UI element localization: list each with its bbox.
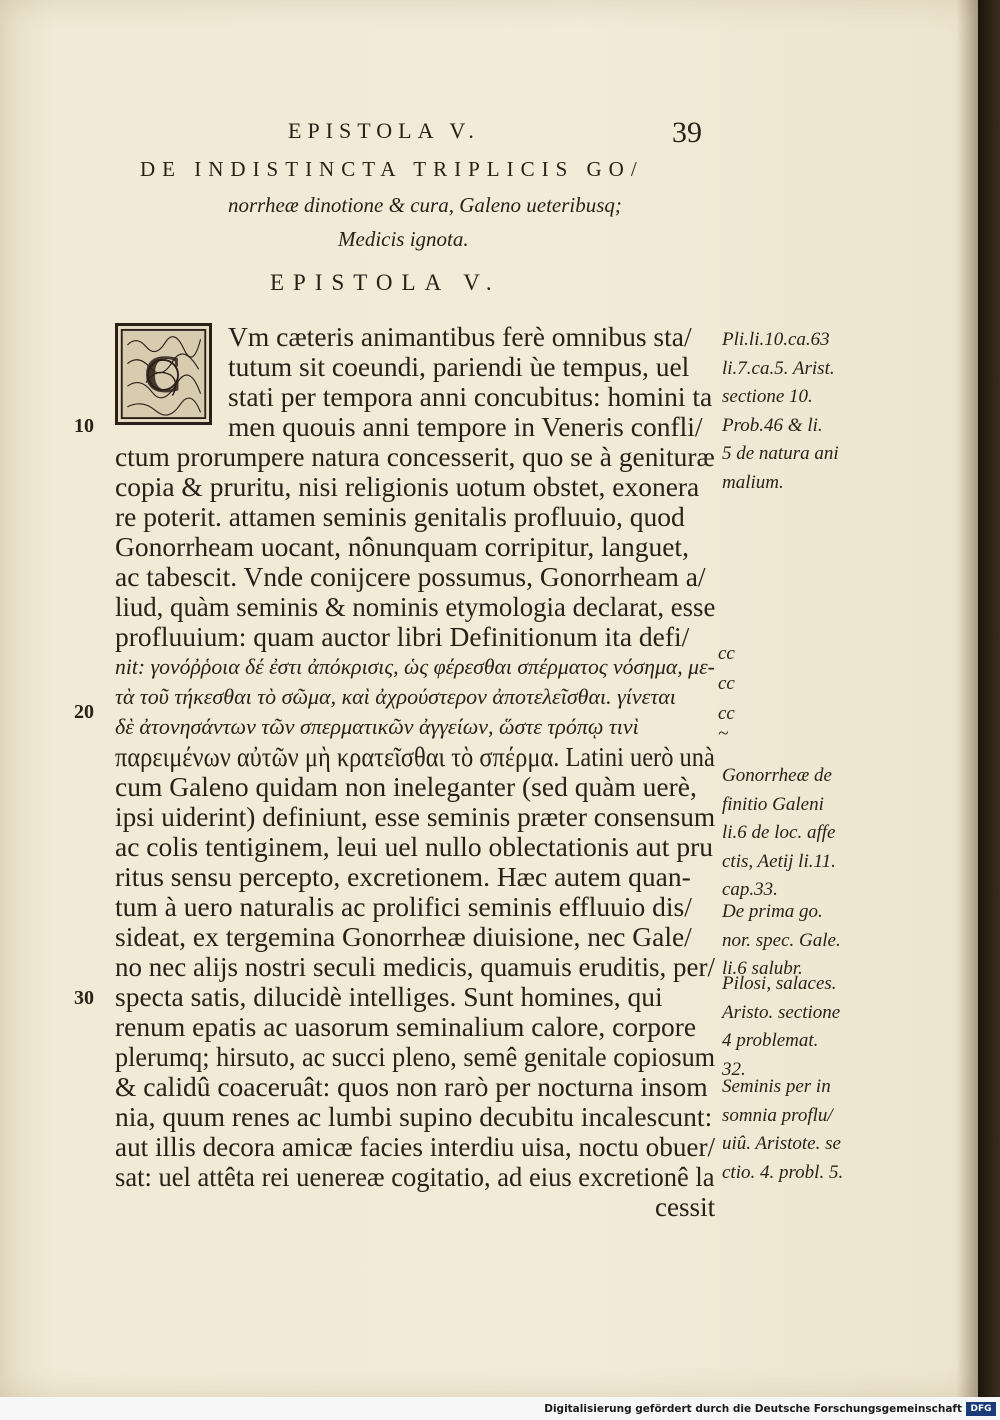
text-line: specta satis, dilucidè intelliges. Sunt homines, qui (115, 981, 663, 1012)
page-edge (978, 0, 1000, 1397)
text-line: sat: uel attêta rei uenereæ cogitatio, ad eius excretionê la (115, 1161, 715, 1192)
text-line: ritus sensu percepto, excretionem. Hæc autem quan- (115, 861, 691, 892)
text-line: ac tabescit. Vnde conijcere possumus, Gonorrheam a/ (115, 561, 706, 592)
text-line: ctum prorumpere natura concesserit, quo se à genituræ (115, 441, 715, 472)
text-line: men quouis anni tempore in Veneris confli/ (228, 411, 703, 442)
text-line: Gonorrheam uocant, nônunquam corripitur, languet, (115, 531, 689, 562)
text-line: παρειμένων αὐτῶν μὴ κρατεῖσθαι τὸ σπέρμα. Latini uerò unà (115, 741, 715, 772)
text-line: τὰ τοῦ τήκεσθαι τὸ σῶμα, καὶ ἀχρούστερον ἀποτελεῖσθαι. γίνεται (115, 684, 676, 709)
margin-note: De prima go. nor. spec. Gale. li.6 salubr. (722, 901, 841, 979)
text-line: nia, quum renes ac lumbi supino decubitu incalescunt: (115, 1101, 713, 1132)
quote-mark: cc (718, 703, 735, 724)
woodcut-initial-icon (118, 326, 209, 422)
line-number: 20 (74, 701, 94, 723)
drop-cap-letter: C (143, 343, 183, 404)
text-line: ac colis tentiginem, leui uel nullo oblectationis aut pru (115, 831, 713, 862)
text-line: renum epatis ac uasorum seminalium calore, corpore (115, 1011, 697, 1042)
margin-note: Gonorrheæ de finitio Galeni li.6 de loc. affe ctis, Aetij li.11. cap.33. (722, 765, 836, 900)
text-line: aut illis decora amicæ facies interdiu uisa, noctu obuer/ (115, 1131, 716, 1162)
title-line-2: norrheæ dinotione & cura, Galeno ueteribusq; (228, 193, 622, 217)
text-line: stati per tempora anni concubitus: homini ta (228, 381, 713, 412)
text-line: cessit (655, 1191, 716, 1222)
quote-mark: cc (718, 643, 735, 664)
text-line: liud, quàm seminis & nominis etymologia declarat, esse (115, 591, 716, 622)
text-line: tutum sit coeundi, pariendi ùe tempus, uel (228, 351, 690, 382)
text-line: copia & pruritu, nisi religionis uotum obstet, exonera (115, 471, 700, 502)
quote-mark: ~ (718, 723, 729, 744)
text-line: ipsi uiderint) definiunt, esse seminis præter consensum (115, 801, 716, 832)
line-number: 10 (74, 415, 94, 437)
text-line: profluuium: quam auctor libri Definitionum ita defi/ (115, 621, 690, 652)
title-line-3: Medicis ignota. (338, 227, 469, 251)
running-head: EPISTOLA V. (288, 118, 480, 143)
title-line-1: DE INDISTINCTA TRIPLICIS GO/ (140, 157, 644, 181)
section-heading: EPISTOLA V. (270, 270, 501, 295)
text-line: sideat, ex tergemina Gonorrheæ diuisione, nec Gale/ (115, 921, 692, 952)
quote-mark: cc (718, 673, 735, 694)
text-line: plerumq; hirsuto, ac succi pleno, semê genitale copiosum (115, 1041, 716, 1072)
text-line: nit: γονόῤῥοια δέ ἐστι ἀπόκρισις, ὡς φέρεσθαι σπέρματος νόσημα, με- (115, 654, 715, 679)
text-line: Vm cæteris animantibus ferè omnibus sta/ (228, 321, 692, 352)
text-line: cum Galeno quidam non ineleganter (sed quàm uerè, (115, 771, 697, 802)
text-line: no nec alijs nostri seculi medicis, quamuis eruditis, per/ (115, 951, 715, 982)
funding-credit: Digitalisierung gefördert durch die Deutsche Forschungsgemeinschaft (544, 1403, 962, 1415)
page-number: 39 (672, 116, 702, 149)
margin-note: Pli.li.10.ca.63 li.7.ca.5. Arist. sectione 10. Prob.46 & li. 5 de natura ani malium. (722, 329, 839, 493)
text-line: tum à uero naturalis ac prolifici seminis effluuio dis/ (115, 891, 692, 922)
text-line: δὲ ἀτονησάντων τῶν σπερματικῶν ἀγγείων, ὥστε τρόπῳ τινὶ (115, 714, 639, 739)
drop-cap-initial (115, 323, 212, 425)
margin-note: Pilosi, salaces. Aristo. sectione 4 problemat. 32. (722, 973, 841, 1080)
text-line: & calidû coaceruât: quos non rarò per nocturna insom (115, 1071, 708, 1102)
dfg-logo-icon: DFG (966, 1402, 996, 1416)
line-number: 30 (74, 987, 94, 1009)
text-line: re poterit. attamen seminis genitalis profluuio, quod (115, 501, 685, 532)
margin-note: Seminis per in somnia proflu/ uiû. Aristote. se ctio. 4. probl. 5. (722, 1076, 844, 1183)
